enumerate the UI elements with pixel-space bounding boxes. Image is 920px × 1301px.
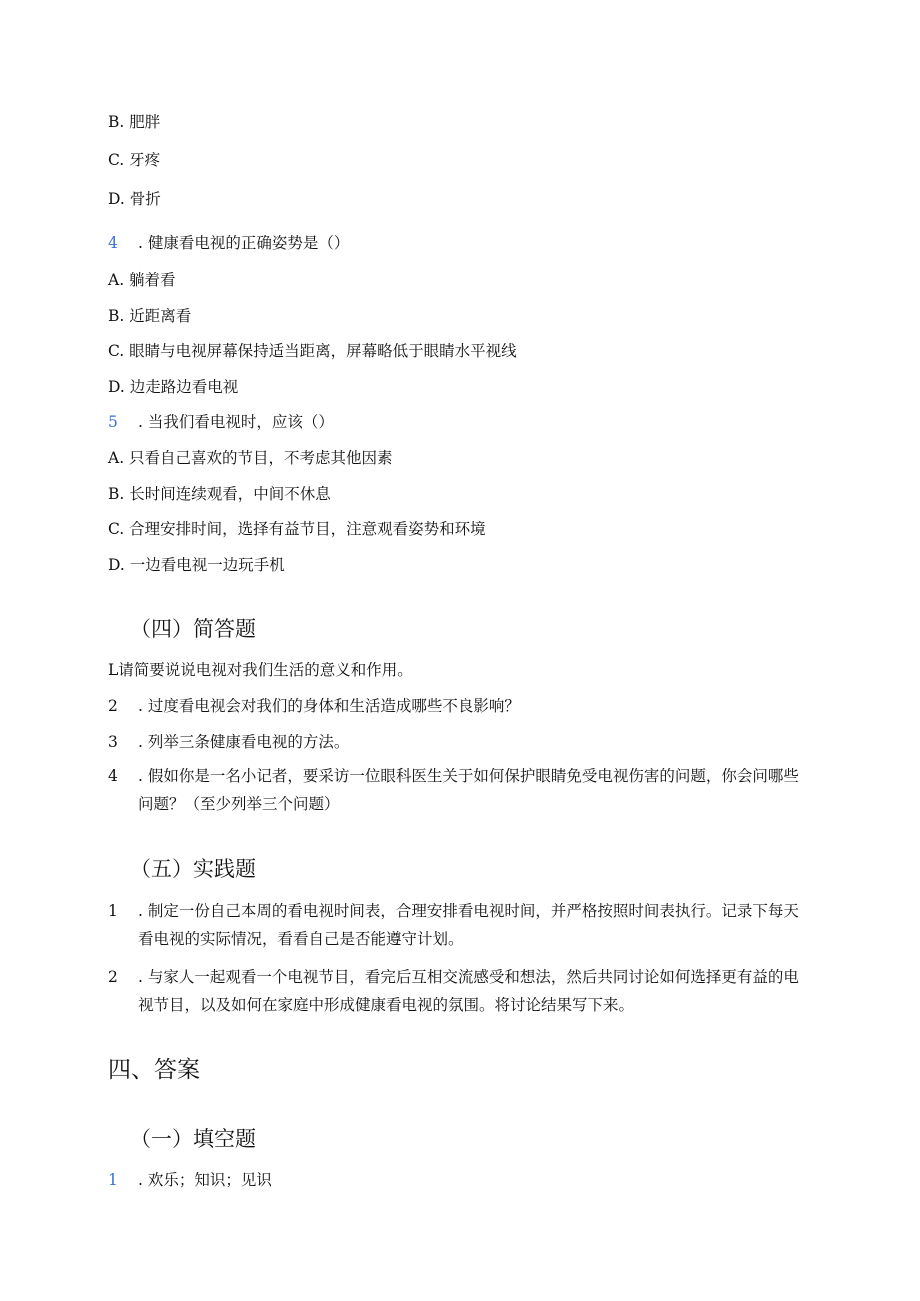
- practice-item-1-number: 1: [108, 902, 118, 920]
- q5-option-a: A. 只看自己喜欢的节目，不考虑其他因素: [108, 449, 393, 467]
- practice-item-2-text: . 与家人一起观看一个电视节目，看完后互相交流感受和想法，然后共同讨论如何选择更有益的电视节目，以及如何在家庭中形成健康看电视的氛围。将讨论结果写下来。: [138, 968, 799, 1014]
- short-answer-item-4-number: 4: [108, 767, 118, 785]
- short-answer-item-3-text: . 列举三条健康看电视的方法。: [138, 733, 350, 751]
- q5-option-d: D. 一边看电视一边玩手机: [108, 556, 285, 574]
- short-answer-item-1-text: L请简要说说电视对我们生活的意义和作用。: [108, 661, 413, 679]
- q3-option-b: B. 肥胖: [108, 113, 161, 131]
- q5-stem-text: . 当我们看电视时，应该（）: [138, 413, 334, 431]
- answer-item-1: [108, 1168, 810, 1192]
- q3-option-d: D. 骨折: [108, 190, 161, 208]
- practice-item-1: [108, 897, 808, 953]
- short-answer-item-4: [108, 762, 808, 818]
- practice-item-2: [108, 963, 808, 1019]
- short-answer-item-3-number: 3: [108, 733, 118, 751]
- answer-item-1-number: 1: [108, 1171, 118, 1189]
- q4-stem-text: . 健康看电视的正确姿势是（）: [138, 234, 350, 252]
- practice-item-2-number: 2: [108, 968, 118, 986]
- q5-option-b: B. 长时间连续观看，中间不休息: [108, 485, 331, 503]
- q4-option-c: C. 眼睛与电视屏幕保持适当距离，屏幕略低于眼睛水平视线: [108, 342, 517, 360]
- short-answer-item-2: [108, 694, 810, 718]
- short-answer-item-2-number: 2: [108, 697, 118, 715]
- q5-option-c: C. 合理安排时间，选择有益节目，注意观看姿势和环境: [108, 520, 486, 538]
- short-answer-item-3: [108, 730, 810, 754]
- short-answer-item-4-text: . 假如你是一名小记者，要采访一位眼科医生关于如何保护眼睛免受电视伤害的问题，你会问哪些问题？（至少列举三个问题）: [138, 767, 799, 813]
- q5-number: 5: [108, 413, 118, 431]
- short-answer-heading: （四）简答题: [130, 617, 256, 641]
- q4-option-a: A. 躺着看: [108, 271, 176, 289]
- answers-heading: 四、答案: [108, 1057, 200, 1083]
- short-answer-item-2-text: . 过度看电视会对我们的身体和生活造成哪些不良影响？: [138, 697, 520, 715]
- q4-stem: [108, 231, 810, 255]
- fill-blank-heading: （一）填空题: [130, 1127, 256, 1151]
- practice-heading: （五）实践题: [130, 857, 256, 881]
- practice-item-1-text: . 制定一份自己本周的看电视时间表，合理安排看电视时间，并严格按照时间表执行。记录下每天看电视的实际情况，看看自己是否能遵守计划。: [138, 902, 799, 948]
- q4-number: 4: [108, 234, 118, 252]
- answer-item-1-text: . 欢乐；知识；见识: [138, 1171, 272, 1189]
- short-answer-item-1: [108, 658, 810, 682]
- q4-option-d: D. 边走路边看电视: [108, 378, 239, 396]
- q4-option-b: B. 近距离看: [108, 307, 192, 325]
- q5-stem: [108, 410, 810, 434]
- q3-option-c: C. 牙疼: [108, 151, 161, 169]
